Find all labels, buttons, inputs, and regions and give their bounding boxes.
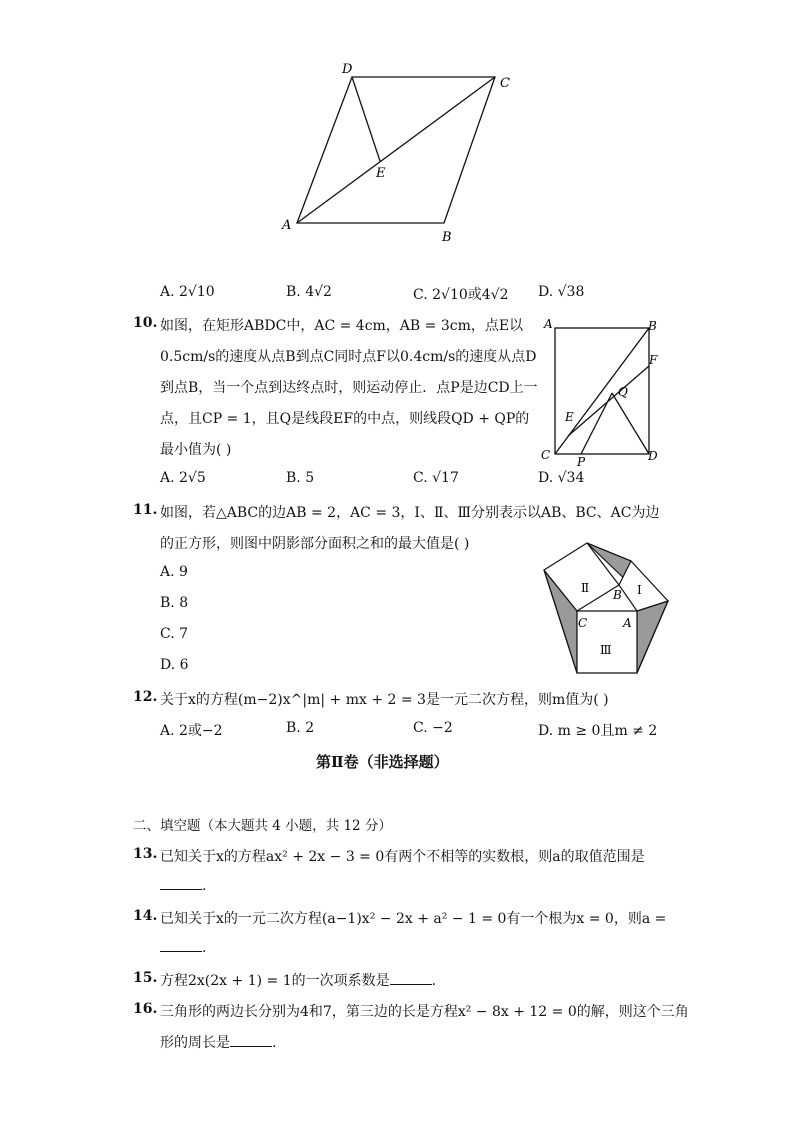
q11-line-2: 的正方形，则图中阴影部分面积之和的最大值是( ) [160, 536, 470, 552]
label-C: C [578, 616, 588, 630]
q16-text-2: 形的周长是 [160, 1035, 230, 1051]
q14-line: 已知关于x的一元二次方程(a−1)x² − 2x + a² − 1 = 0有一个根为x = 0，则a = [160, 911, 667, 927]
q16-tail: . [272, 1035, 277, 1051]
q9-option-b: B. 4√2 [286, 284, 332, 300]
q12-option-d: D. m ≥ 0且m ≠ 2 [538, 723, 658, 739]
q11-option-c: C. 7 [160, 626, 189, 642]
q11-squares-figure [540, 537, 672, 679]
q14-answer-line [160, 939, 206, 956]
q9-option-d: D. √38 [538, 284, 585, 300]
q15-tail: . [431, 973, 437, 989]
q12-number: 12. [133, 689, 158, 705]
q10-line-4: 点，且CP = 1，且Q是线段EF的中点，则线段QD + QP的 [160, 411, 530, 427]
q9-parallelogram-figure [270, 55, 530, 245]
label-D: D [648, 449, 658, 463]
section-2-heading: 二、填空题（本大题共 4 小题，共 12 分） [133, 818, 392, 834]
label-B: B [442, 230, 452, 245]
q10-option-b: B. 5 [286, 470, 315, 486]
q11-option-a: A. 9 [160, 564, 188, 580]
q11-line-1: 如图，若△ABC的边AB = 2，AC = 3，Ⅰ、Ⅱ、Ⅲ分别表示以AB、BC、AC为边 [160, 505, 660, 521]
q9-option-c: C. 2√10或4√2 [413, 287, 509, 303]
label-C: C [500, 76, 510, 91]
q10-line-1: 如图，在矩形ABDC中，AC = 4cm，AB = 3cm，点E以 [160, 318, 524, 334]
q14-number: 14. [133, 908, 158, 924]
q12-option-c: C. −2 [413, 720, 453, 736]
answer-blank[interactable] [160, 939, 202, 952]
answer-blank[interactable] [230, 1034, 272, 1047]
label-A: A [282, 218, 292, 233]
q11-option-d: D. 6 [160, 657, 189, 673]
label-E: E [565, 410, 574, 424]
answer-blank[interactable] [160, 877, 202, 890]
q13-answer-line [160, 877, 206, 894]
q14-tail: . [202, 940, 207, 956]
part-2-title: 第Ⅱ卷（非选择题） [316, 753, 449, 771]
q10-rectangle-figure [538, 314, 668, 474]
label-D: D [342, 62, 353, 77]
q11-number: 11. [133, 502, 158, 518]
q10-option-d: D. √34 [538, 470, 585, 486]
q12-option-a: A. 2或−2 [160, 723, 223, 739]
q12-option-b: B. 2 [286, 720, 315, 736]
label-P: P [577, 455, 586, 469]
q16-line-2 [160, 1032, 276, 1052]
q15-line [160, 970, 436, 990]
label-Q: Q [618, 385, 628, 399]
label-A: A [544, 317, 553, 331]
label-A: A [623, 616, 632, 630]
label-I: Ⅰ [637, 583, 642, 597]
q13-number: 13. [133, 846, 158, 862]
q10-number: 10. [133, 315, 158, 331]
q10-option-a: A. 2√5 [160, 470, 206, 486]
q12-line: 关于x的方程(m−2)x^|m| + mx + 2 = 3是一元二次方程，则m值为( ) [160, 692, 609, 708]
q16-number: 16. [133, 1001, 158, 1017]
label-B: B [613, 588, 622, 602]
answer-blank[interactable] [390, 972, 432, 985]
q11-option-b: B. 8 [160, 595, 189, 611]
label-III: Ⅲ [600, 643, 612, 657]
q10-option-c: C. √17 [413, 470, 459, 486]
q15-text: 方程2x(2x + 1) = 1的一次项系数是 [160, 973, 390, 989]
q13-tail: . [202, 878, 207, 894]
q10-line-5: 最小值为( ) [160, 442, 232, 458]
q15-number: 15. [133, 970, 158, 986]
q10-line-2: 0.5cm/s的速度从点B到点C同时点F以0.4cm/s的速度从点D [160, 349, 537, 365]
label-II: Ⅱ [581, 581, 590, 595]
q13-line: 已知关于x的方程ax² + 2x − 3 = 0有两个不相等的实数根，则a的取值范围是 [160, 849, 645, 865]
label-C: C [541, 448, 551, 462]
q9-option-a: A. 2√10 [160, 284, 215, 300]
label-B: B [648, 319, 657, 333]
label-E: E [376, 166, 386, 181]
q16-line: 三角形的两边长分别为4和7，第三边的长是方程x² − 8x + 12 = 0的解，则这个三角 [160, 1004, 689, 1020]
q10-line-3: 到点B，当一个点到达终点时，则运动停止．点P是边CD上一 [160, 380, 538, 396]
label-F: F [649, 353, 658, 367]
